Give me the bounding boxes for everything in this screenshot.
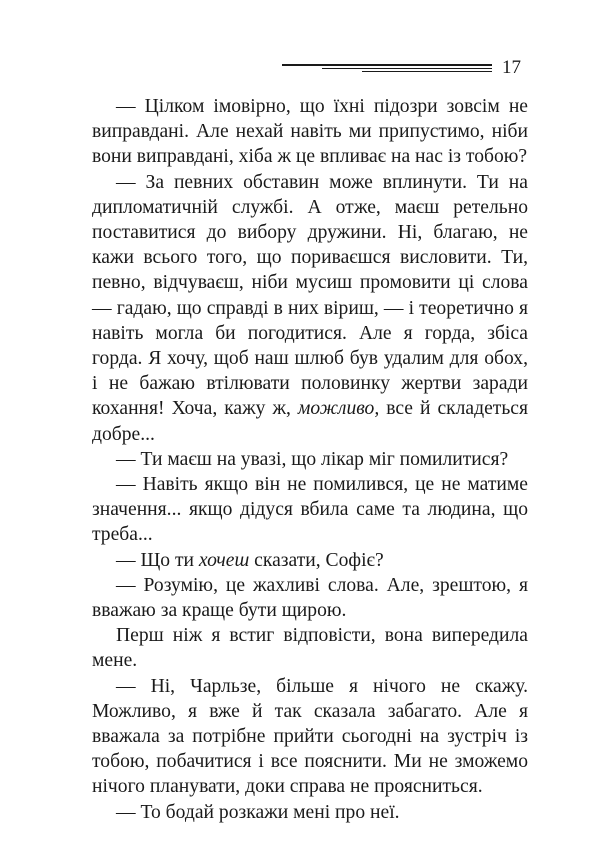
header-rule	[282, 64, 492, 72]
emphasis: можливо,	[297, 398, 380, 420]
paragraph: Перш ніж я встиг відповісти, вона випередила мене.	[92, 625, 528, 672]
running-header	[0, 56, 600, 86]
body-text	[92, 94, 528, 825]
paragraph: — За певних обставин може вплинути. Ти на дипломатичній службі. А отже, маєш ретельно поставитися до вибору дружини. Ні, благаю, не кажи всього того, що пориваєшся висловити. Ти, певно, відчуваєш, ніби мусиш промовити ці слова — гадаю, що справді в них віриш, — і теоретично я навіть могла би погодитися. Але я горда, збіса горда. Я хочу, щоб наш шлюб був удалим для обох, і не бажаю втілювати половинку жертви заради кохання! Хоча, кажу ж, можливо, все й складеться добре...	[92, 171, 529, 445]
paragraph: — Ні, Чарльзе, більше я нічого не скажу. Можливо, я вже й так сказала забагато. Але я вважала за потрібне прийти сьогодні на зустріч із тобою, побачитися і все пояснити. Ми не зможемо нічого планувати, доки справа не проясниться.	[92, 675, 528, 798]
paragraph: — Навіть якщо він не помилився, це не матиме значення... якщо дідуся вбила саме та людина, що треба...	[92, 474, 528, 546]
paragraph: — Розумію, це жахливі слова. Але, зрештою, я вважаю за краще бути щирою.	[92, 574, 528, 622]
paragraph: — Ти маєш на увазі, що лікар міг помилитися?	[116, 448, 509, 470]
page-number: 17	[502, 57, 521, 78]
paragraph: — То бодай розкажи мені про неї.	[116, 801, 400, 823]
emphasis: хочеш	[198, 549, 250, 571]
paragraph: — Цілком імовірно, що їхні підозри зовсім не виправдані. Але нехай навіть ми припустимо, ніби вони виправдані, хіба ж це впливає на нас із тобою?	[92, 96, 528, 168]
paragraph: — Що ти хочеш сказати, Софіє?	[116, 549, 384, 571]
